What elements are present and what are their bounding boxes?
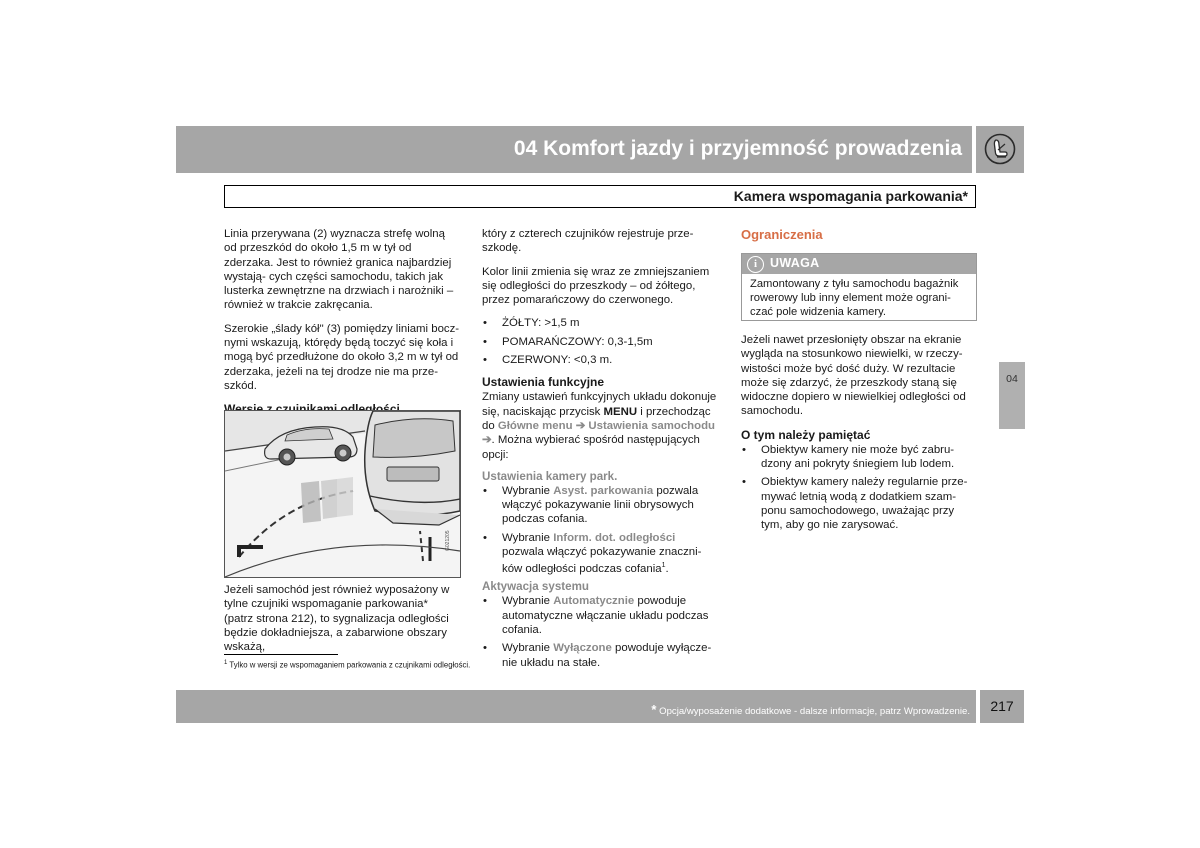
subheading-activation: Aktywacja systemu — [482, 580, 589, 594]
footnote — [224, 660, 470, 670]
menu-main-label: Główne menu — [497, 419, 573, 432]
paragraph: Jeżeli samochód jest również wyposażony w tylne czujniki wspomaganie parkowania* (patrz strona 212), to sygnalizacja odległości będzie dokładniejsza, a zabarwione obszary wskażą, — [224, 584, 450, 654]
info-icon: i — [747, 256, 764, 273]
paragraph-settings — [482, 390, 719, 461]
color-list — [482, 316, 719, 367]
chapter-tab-number: 04 — [1006, 373, 1018, 385]
chapter-header-bar — [176, 126, 972, 173]
footnote-text: Tylko w wersji ze wspomaganiem parkowania z czujnikami odległości. — [229, 660, 471, 670]
remember-list — [741, 443, 976, 533]
chapter-icon-box — [976, 126, 1024, 173]
image-code: G021205 — [445, 530, 451, 551]
section-title: Kamera wspomagania parkowania* — [733, 188, 968, 204]
warning-box — [741, 253, 977, 321]
list-item: • Wybranie Asyst. parkowania pozwala włączyć pokazywanie linii obrysowych podczas cofania. — [482, 484, 719, 527]
paragraph: który z czterech czujników rejestruje prze- szkodę. — [482, 228, 694, 255]
footer-bar — [176, 690, 976, 723]
heading-limitations: Ograniczenia — [741, 227, 823, 242]
rear-of-car — [365, 411, 460, 525]
menu-settings-label: Ustawienia samochodu — [588, 419, 716, 432]
arrow-icon: ➔ — [575, 419, 586, 432]
seat-icon — [984, 133, 1016, 165]
list-item: • POMARAŃCZOWY: 0,3-1,5m — [482, 335, 719, 349]
list-item: • ŻÓŁTY: >1,5 m — [482, 316, 719, 330]
warning-label: UWAGA — [770, 256, 820, 270]
list-item: • Wybranie Automatycznie powoduje automatyczne włączanie układu podczas cofania. — [482, 594, 719, 637]
text: . Można wybierać spośród następujących opcji: — [482, 434, 700, 461]
text: i przechodząc do — [482, 405, 711, 432]
list-item: • Obiektyw kamery nie może być zabru- dzony ani pokryty śniegiem lub lodem. — [741, 443, 976, 472]
page-number-box — [980, 690, 1024, 723]
list-item: • Obiektyw kamery należy regularnie prze- mywać letnią wodą z dodatkiem szam- ponu samochodowego, uważając przy tym, aby go nie zarysować. — [741, 475, 976, 532]
column-1-continued — [224, 583, 460, 663]
footer-note — [651, 702, 970, 717]
paragraph: Jeżeli nawet przesłonięty obszar na ekranie wygląda na stosunkowo niewielki, w rzeczy- wistości może być dość duży. W rezultacie może się zdarzyć, że przeszkody staną się widoczne dopiero w niewielkiej odległości od samochodu. — [741, 334, 966, 418]
menu-button-name: MENU — [603, 405, 638, 418]
heading-remember: O tym należy pamiętać — [741, 427, 871, 442]
column-2 — [482, 227, 719, 674]
warning-text: Zamontowany z tyłu samochodu bagażnik rowerowy lub inny element może ograni- czać pole widzenia kamery. — [750, 278, 959, 318]
arrow-icon: ➔ — [482, 434, 492, 447]
parking-camera-illustration — [224, 410, 461, 578]
footnote-divider — [224, 654, 338, 655]
camera-settings-list — [482, 484, 719, 577]
column-1 — [224, 227, 460, 419]
chapter-side-tab — [999, 362, 1025, 429]
list-item: • CZERWONY: <0,3 m. — [482, 353, 719, 367]
list-item: • Wybranie Wyłączone powoduje wyłącze- nie układu na stałe. — [482, 641, 719, 670]
chapter-title: 04 Komfort jazdy i przyjemność prowadzenia — [513, 137, 962, 160]
activation-list — [482, 594, 719, 669]
column-3 — [741, 333, 976, 537]
page-number: 217 — [990, 698, 1014, 714]
warning-header — [742, 254, 976, 274]
list-item: • Wybranie Inform. dot. odległości pozwala włączyć pokazywanie znaczni- ków odległości podczas cofania$^1$. — [482, 531, 719, 577]
heading-function-settings: Ustawienia funkcyjne — [482, 375, 605, 390]
footer-star: * — [651, 702, 657, 717]
footer-note-text: Opcja/wyposażenie dodatkowe - dalsze informacje, patrz Wprowadzenie. — [659, 706, 970, 717]
paragraph: Linia przerywana (2) wyznacza strefę wolną od przeszkód do około 1,5 m w tył od zderzaka. Jest to również granica najbardziej wystają- cych części samochodu, takich jak lusterka zewnętrzne na drzwiach i narożniki – również w trakcie zakręcania. — [224, 228, 454, 312]
text: Zmiany ustawień funkcyjnych układu dokonuje się, naciskając przycisk — [482, 391, 717, 418]
paragraph: Kolor linii zmienia się wraz ze zmniejszaniem się odległości do przeszkody – od żółtego, przez pomarańczowy do czerwonego. — [482, 265, 710, 307]
subheading-camera-settings: Ustawienia kamery park. — [482, 469, 618, 483]
paragraph: Szerokie „ślady kół" (3) pomiędzy liniami bocz- nymi wskazują, którędy będą toczyć się koła i mogą być przedłużone do około 3,2 m w tył od zderzaka, jeżeli na tej drodze nie ma prze- szkód. — [224, 322, 460, 392]
section-title-box — [224, 185, 976, 208]
footnote-mark: 1 — [224, 660, 228, 666]
